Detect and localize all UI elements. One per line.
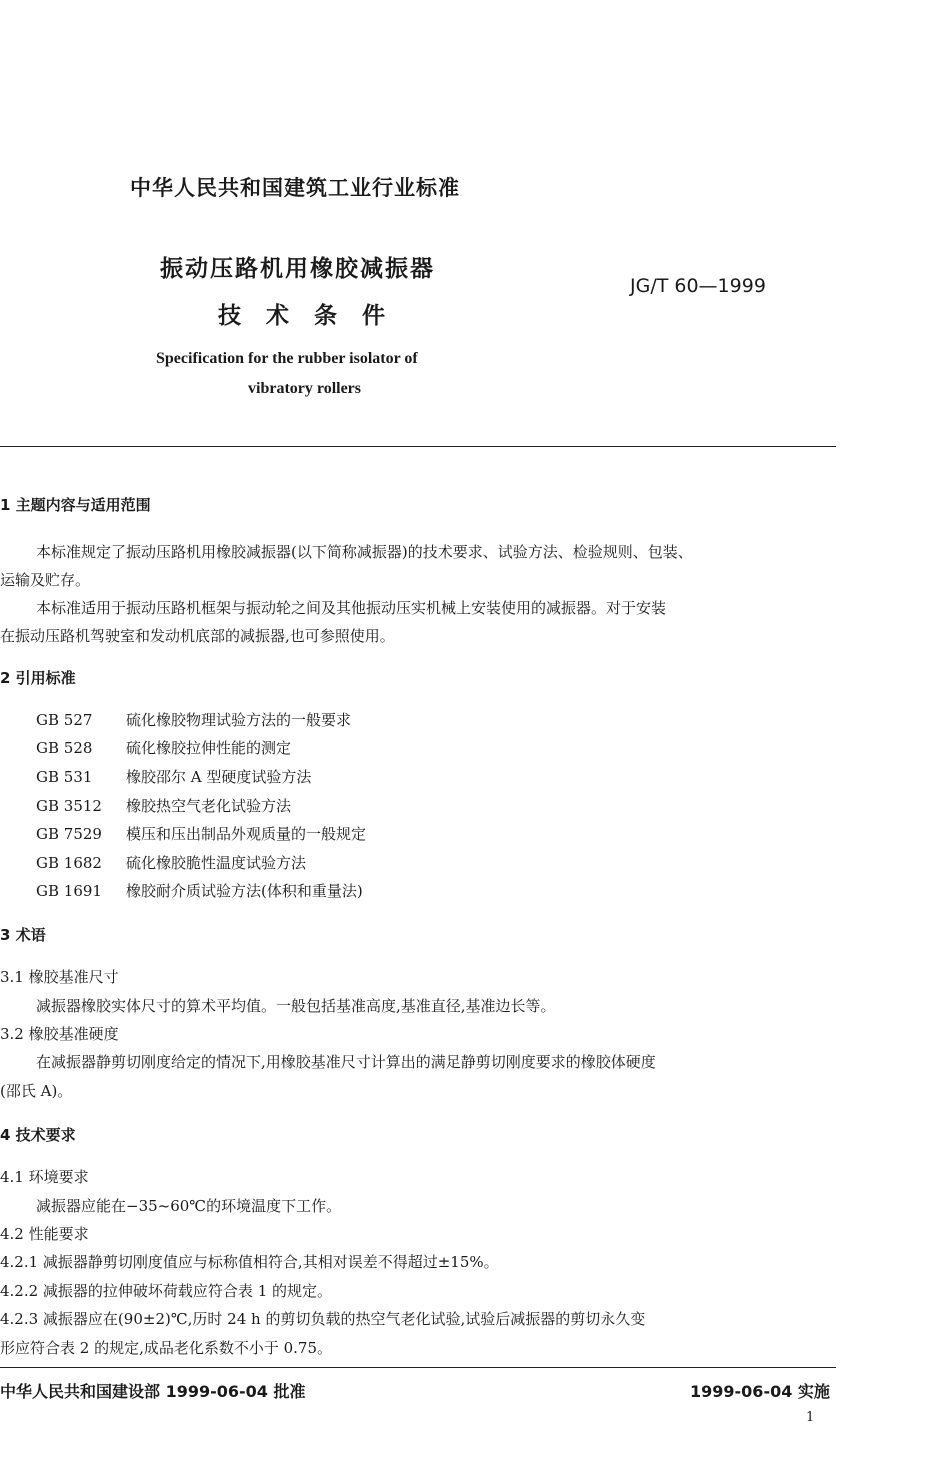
section-4-1-text: 减振器应能在−35~60℃的环境温度下工作。 (36, 1197, 342, 1215)
section-3-1-text: 减振器橡胶实体尺寸的算术平均值。一般包括基准高度,基准直径,基准边长等。 (36, 997, 556, 1015)
reference-code: GB 3512 (36, 797, 102, 815)
page-number: 1 (806, 1410, 815, 1425)
reference-name: 橡胶耐介质试验方法(体积和重量法) (126, 882, 363, 900)
reference-code: GB 528 (36, 739, 93, 757)
section-4-2-2-text: 4.2.2 减振器的拉伸破坏荷载应符合表 1 的规定。 (0, 1282, 333, 1300)
section-4-2-3-text: 4.2.3 减振器应在(90±2)℃,历时 24 h 的剪切负载的热空气老化试验,试验后减振器的剪切永久变 (0, 1310, 646, 1328)
section-2-heading: 2 引用标准 (0, 669, 76, 687)
reference-item (36, 766, 311, 787)
title-char: 件 (362, 303, 385, 329)
reference-name: 硫化橡胶脆性温度试验方法 (126, 854, 307, 872)
english-title-line2: vibratory rollers (248, 380, 362, 397)
section-3-2-text-cont: (邵氏 A)。 (0, 1082, 73, 1100)
reference-name: 橡胶热空气老化试验方法 (126, 797, 292, 815)
english-title-line1: Specification for the rubber isolator of (156, 350, 418, 367)
section-1-paragraph-2-cont: 在振动压路机驾驶室和发动机底部的减振器,也可参照使用。 (0, 627, 395, 645)
reference-code: GB 1691 (36, 882, 102, 900)
section-4-2-heading: 4.2 性能要求 (0, 1225, 89, 1243)
reference-item (36, 880, 363, 901)
reference-name: 硫化橡胶物理试验方法的一般要求 (126, 711, 352, 729)
reference-item (36, 795, 291, 816)
section-4-1-heading: 4.1 环境要求 (0, 1168, 89, 1186)
reference-code: GB 531 (36, 768, 93, 786)
section-3-1-heading: 3.1 橡胶基准尺寸 (0, 968, 119, 986)
reference-item (36, 823, 366, 844)
section-1-paragraph-1: 本标准规定了振动压路机用橡胶减振器(以下简称减振器)的技术要求、试验方法、检验规则、包装、 (36, 543, 693, 561)
approval-statement: 中华人民共和国建设部 1999-06-04 批准 (0, 1382, 306, 1401)
standard-code: JG/T 60—1999 (630, 275, 766, 297)
reference-name: 硫化橡胶拉伸性能的测定 (126, 739, 292, 757)
reference-name: 模压和压出制品外观质量的一般规定 (126, 825, 367, 843)
document-title-line2 (218, 297, 410, 330)
reference-item (36, 852, 306, 873)
section-4-heading: 4 技术要求 (0, 1126, 76, 1144)
title-char: 技 (218, 303, 241, 329)
section-3-2-text: 在减振器静剪切刚度给定的情况下,用橡胶基准尺寸计算出的满足静剪切刚度要求的橡胶体硬度 (36, 1053, 656, 1071)
section-4-2-3-text-cont: 形应符合表 2 的规定,成品老化系数不小于 0.75。 (0, 1339, 333, 1357)
section-3-heading: 3 术语 (0, 926, 46, 944)
reference-code: GB 527 (36, 711, 93, 729)
reference-item (36, 737, 291, 758)
section-1-heading: 1 主题内容与适用范围 (0, 496, 151, 514)
reference-name: 橡胶邵尔 A 型硬度试验方法 (126, 768, 312, 786)
section-1-paragraph-2: 本标准适用于振动压路机框架与振动轮之间及其他振动压实机械上安装使用的减振器。对于安装 (36, 599, 667, 617)
title-char: 术 (266, 303, 289, 329)
reference-code: GB 7529 (36, 825, 102, 843)
reference-code: GB 1682 (36, 854, 102, 872)
footer-divider (0, 1367, 836, 1368)
section-1-paragraph-1-cont: 运输及贮存。 (0, 571, 91, 589)
header-divider (0, 446, 836, 447)
section-3-2-heading: 3.2 橡胶基准硬度 (0, 1025, 119, 1043)
title-char: 条 (314, 303, 337, 329)
implementation-date: 1999-06-04 实施 (690, 1382, 830, 1401)
reference-item (36, 709, 351, 730)
document-title-line1: 振动压路机用橡胶减振器 (160, 256, 435, 282)
section-4-2-1-text: 4.2.1 减振器静剪切刚度值应与标称值相符合,其相对误差不得超过±15%。 (0, 1253, 499, 1271)
standard-org-header: 中华人民共和国建筑工业行业标准 (130, 176, 460, 200)
